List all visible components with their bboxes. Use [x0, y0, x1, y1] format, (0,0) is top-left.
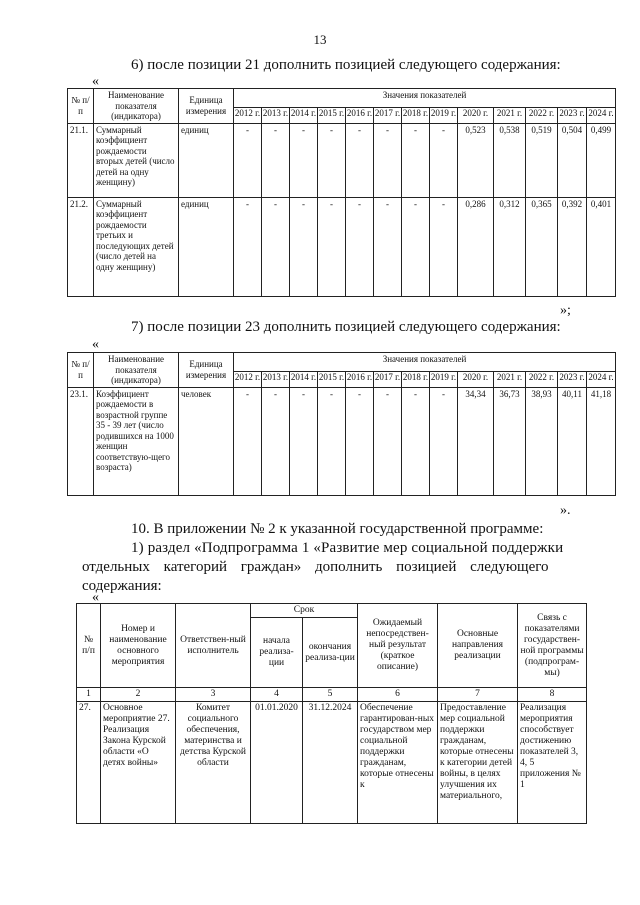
- table-row: [68, 387, 616, 495]
- year-header: 2012 г.: [234, 107, 262, 123]
- value-cell: -: [374, 387, 402, 495]
- header-num: № п/п: [68, 89, 94, 124]
- events-table: [76, 603, 587, 824]
- value-cell: -: [374, 123, 402, 197]
- row-responsible: Комитет социального обеспечения, материнства и детства Курской области: [176, 702, 251, 824]
- value-cell: -: [262, 123, 290, 197]
- value-cell: -: [290, 387, 318, 495]
- value-cell: -: [318, 123, 346, 197]
- year-header: 2020 г.: [458, 107, 494, 123]
- row-unit: единиц: [179, 197, 234, 296]
- value-cell: 0,286: [458, 197, 494, 296]
- year-header: 2022 г.: [526, 371, 558, 387]
- header-values: Значения показателей: [234, 89, 616, 108]
- year-header: 2019 г.: [430, 371, 458, 387]
- year-header: 2016 г.: [346, 371, 374, 387]
- indicators-table-1: [67, 88, 616, 297]
- header-start: начала реализа-ции: [251, 618, 303, 688]
- value-cell: -: [234, 387, 262, 495]
- value-cell: -: [290, 123, 318, 197]
- value-cell: 0,538: [494, 123, 526, 197]
- header-result: Ожидаемый непосредствен-ный результат (краткое описание): [358, 604, 438, 688]
- col-number: 8: [518, 688, 587, 702]
- section6-heading: 6) после позиции 21 дополнить позицией следующего содержания:: [131, 57, 561, 73]
- close-quote: »;: [560, 303, 571, 318]
- year-header: 2014 г.: [290, 107, 318, 123]
- section10-line4: содержания:: [82, 578, 162, 594]
- row-link: Реализация мероприятия способствует достижению показателей 3, 4, 5 приложения № 1: [518, 702, 587, 824]
- value-cell: -: [234, 123, 262, 197]
- value-cell: 0,392: [558, 197, 587, 296]
- value-cell: 0,504: [558, 123, 587, 197]
- section10-line2: 1) раздел «Подпрограмма 1 «Развитие мер социальной поддержки: [131, 540, 564, 556]
- value-cell: -: [290, 197, 318, 296]
- table-row: [77, 702, 587, 824]
- row-name: Суммарный коэффициент рождаемости третьих и последующих детей (число детей на одну женщину): [94, 197, 179, 296]
- header-link: Связь с показателями государствен-ной программы (подпрограм-мы): [518, 604, 587, 688]
- value-cell: -: [430, 197, 458, 296]
- header-end: окончания реализа-ции: [303, 618, 358, 688]
- value-cell: -: [318, 197, 346, 296]
- year-header: 2017 г.: [374, 371, 402, 387]
- table-row: [68, 197, 616, 296]
- value-cell: -: [262, 387, 290, 495]
- value-cell: -: [318, 387, 346, 495]
- col-number: 2: [101, 688, 176, 702]
- col-number: 1: [77, 688, 101, 702]
- open-quote: «: [92, 74, 99, 89]
- row-start: 01.01.2020: [251, 702, 303, 824]
- row-num: 23.1.: [68, 387, 94, 495]
- header-num: № п/п: [77, 604, 101, 688]
- value-cell: 0,519: [526, 123, 558, 197]
- year-header: 2015 г.: [318, 371, 346, 387]
- row-event: Основное мероприятие 27. Реализация Закона Курской области «О детях войны»: [101, 702, 176, 824]
- row-num: 27.: [77, 702, 101, 824]
- value-cell: 0,365: [526, 197, 558, 296]
- header-responsible: Ответствен-ный исполнитель: [176, 604, 251, 688]
- value-cell: 0,523: [458, 123, 494, 197]
- table-row: [68, 123, 616, 197]
- col-number: 4: [251, 688, 303, 702]
- row-name: Суммарный коэффициент рождаемости вторых детей (число детей на одну женщину): [94, 123, 179, 197]
- header-name: Наименование показателя (индикатора): [94, 89, 179, 124]
- header-event: Номер и наименование основного мероприятия: [101, 604, 176, 688]
- header-directions: Основные направления реализации: [438, 604, 518, 688]
- row-name: Коэффициент рождаемости в возрастной группе 35 - 39 лет (число родившихся на 1000 женщин соответствую-щего возраста): [94, 387, 179, 495]
- row-result: Обеспечение гарантирован-ных государством мер социальной поддержки гражданам, которые отнесены к: [358, 702, 438, 824]
- col-number: 6: [358, 688, 438, 702]
- year-header: 2023 г.: [558, 371, 587, 387]
- year-header: 2015 г.: [318, 107, 346, 123]
- value-cell: -: [402, 197, 430, 296]
- year-header: 2021 г.: [494, 371, 526, 387]
- value-cell: 34,34: [458, 387, 494, 495]
- value-cell: -: [374, 197, 402, 296]
- open-quote: «: [92, 337, 99, 352]
- year-header: 2020 г.: [458, 371, 494, 387]
- value-cell: 0,401: [587, 197, 616, 296]
- value-cell: 40,11: [558, 387, 587, 495]
- value-cell: 41,18: [587, 387, 616, 495]
- year-header: 2018 г.: [402, 107, 430, 123]
- year-header: 2018 г.: [402, 371, 430, 387]
- year-header: 2013 г.: [262, 107, 290, 123]
- col-number: 3: [176, 688, 251, 702]
- row-unit: единиц: [179, 123, 234, 197]
- col-number: 5: [303, 688, 358, 702]
- value-cell: -: [402, 123, 430, 197]
- value-cell: -: [346, 387, 374, 495]
- row-num: 21.2.: [68, 197, 94, 296]
- value-cell: -: [234, 197, 262, 296]
- year-header: 2024 г.: [587, 371, 616, 387]
- value-cell: -: [430, 387, 458, 495]
- section7-heading: 7) после позиции 23 дополнить позицией следующего содержания:: [131, 319, 561, 335]
- open-quote: «: [92, 590, 99, 605]
- header-values: Значения показателей: [234, 353, 616, 372]
- value-cell: -: [402, 387, 430, 495]
- year-header: 2012 г.: [234, 371, 262, 387]
- value-cell: 0,312: [494, 197, 526, 296]
- row-end: 31.12.2024: [303, 702, 358, 824]
- header-name: Наименование показателя (индикатора): [94, 353, 179, 388]
- col-number: 7: [438, 688, 518, 702]
- row-unit: человек: [179, 387, 234, 495]
- page-number: 13: [313, 32, 327, 47]
- header-unit: Единица измерения: [179, 353, 234, 388]
- year-header: 2014 г.: [290, 371, 318, 387]
- section10-line3: отдельных категорий граждан» дополнить позицией следующего: [82, 559, 549, 575]
- year-header: 2024 г.: [587, 107, 616, 123]
- section10-line1: 10. В приложении № 2 к указанной государственной программе:: [131, 521, 544, 537]
- year-header: 2021 г.: [494, 107, 526, 123]
- year-header: 2013 г.: [262, 371, 290, 387]
- year-header: 2023 г.: [558, 107, 587, 123]
- year-header: 2022 г.: [526, 107, 558, 123]
- value-cell: -: [430, 123, 458, 197]
- indicators-table-2: [67, 352, 616, 496]
- header-num: № п/п: [68, 353, 94, 388]
- close-quote: ».: [560, 503, 571, 518]
- value-cell: 36,73: [494, 387, 526, 495]
- year-header: 2016 г.: [346, 107, 374, 123]
- value-cell: 38,93: [526, 387, 558, 495]
- row-directions: Предоставление мер социальной поддержки гражданам, которые отнесены к категории детей войны, в целях улучшения их материального,: [438, 702, 518, 824]
- row-num: 21.1.: [68, 123, 94, 197]
- value-cell: -: [346, 123, 374, 197]
- value-cell: -: [346, 197, 374, 296]
- value-cell: -: [262, 197, 290, 296]
- year-header: 2017 г.: [374, 107, 402, 123]
- value-cell: 0,499: [587, 123, 616, 197]
- year-header: 2019 г.: [430, 107, 458, 123]
- header-term: Срок: [251, 604, 358, 618]
- header-unit: Единица измерения: [179, 89, 234, 124]
